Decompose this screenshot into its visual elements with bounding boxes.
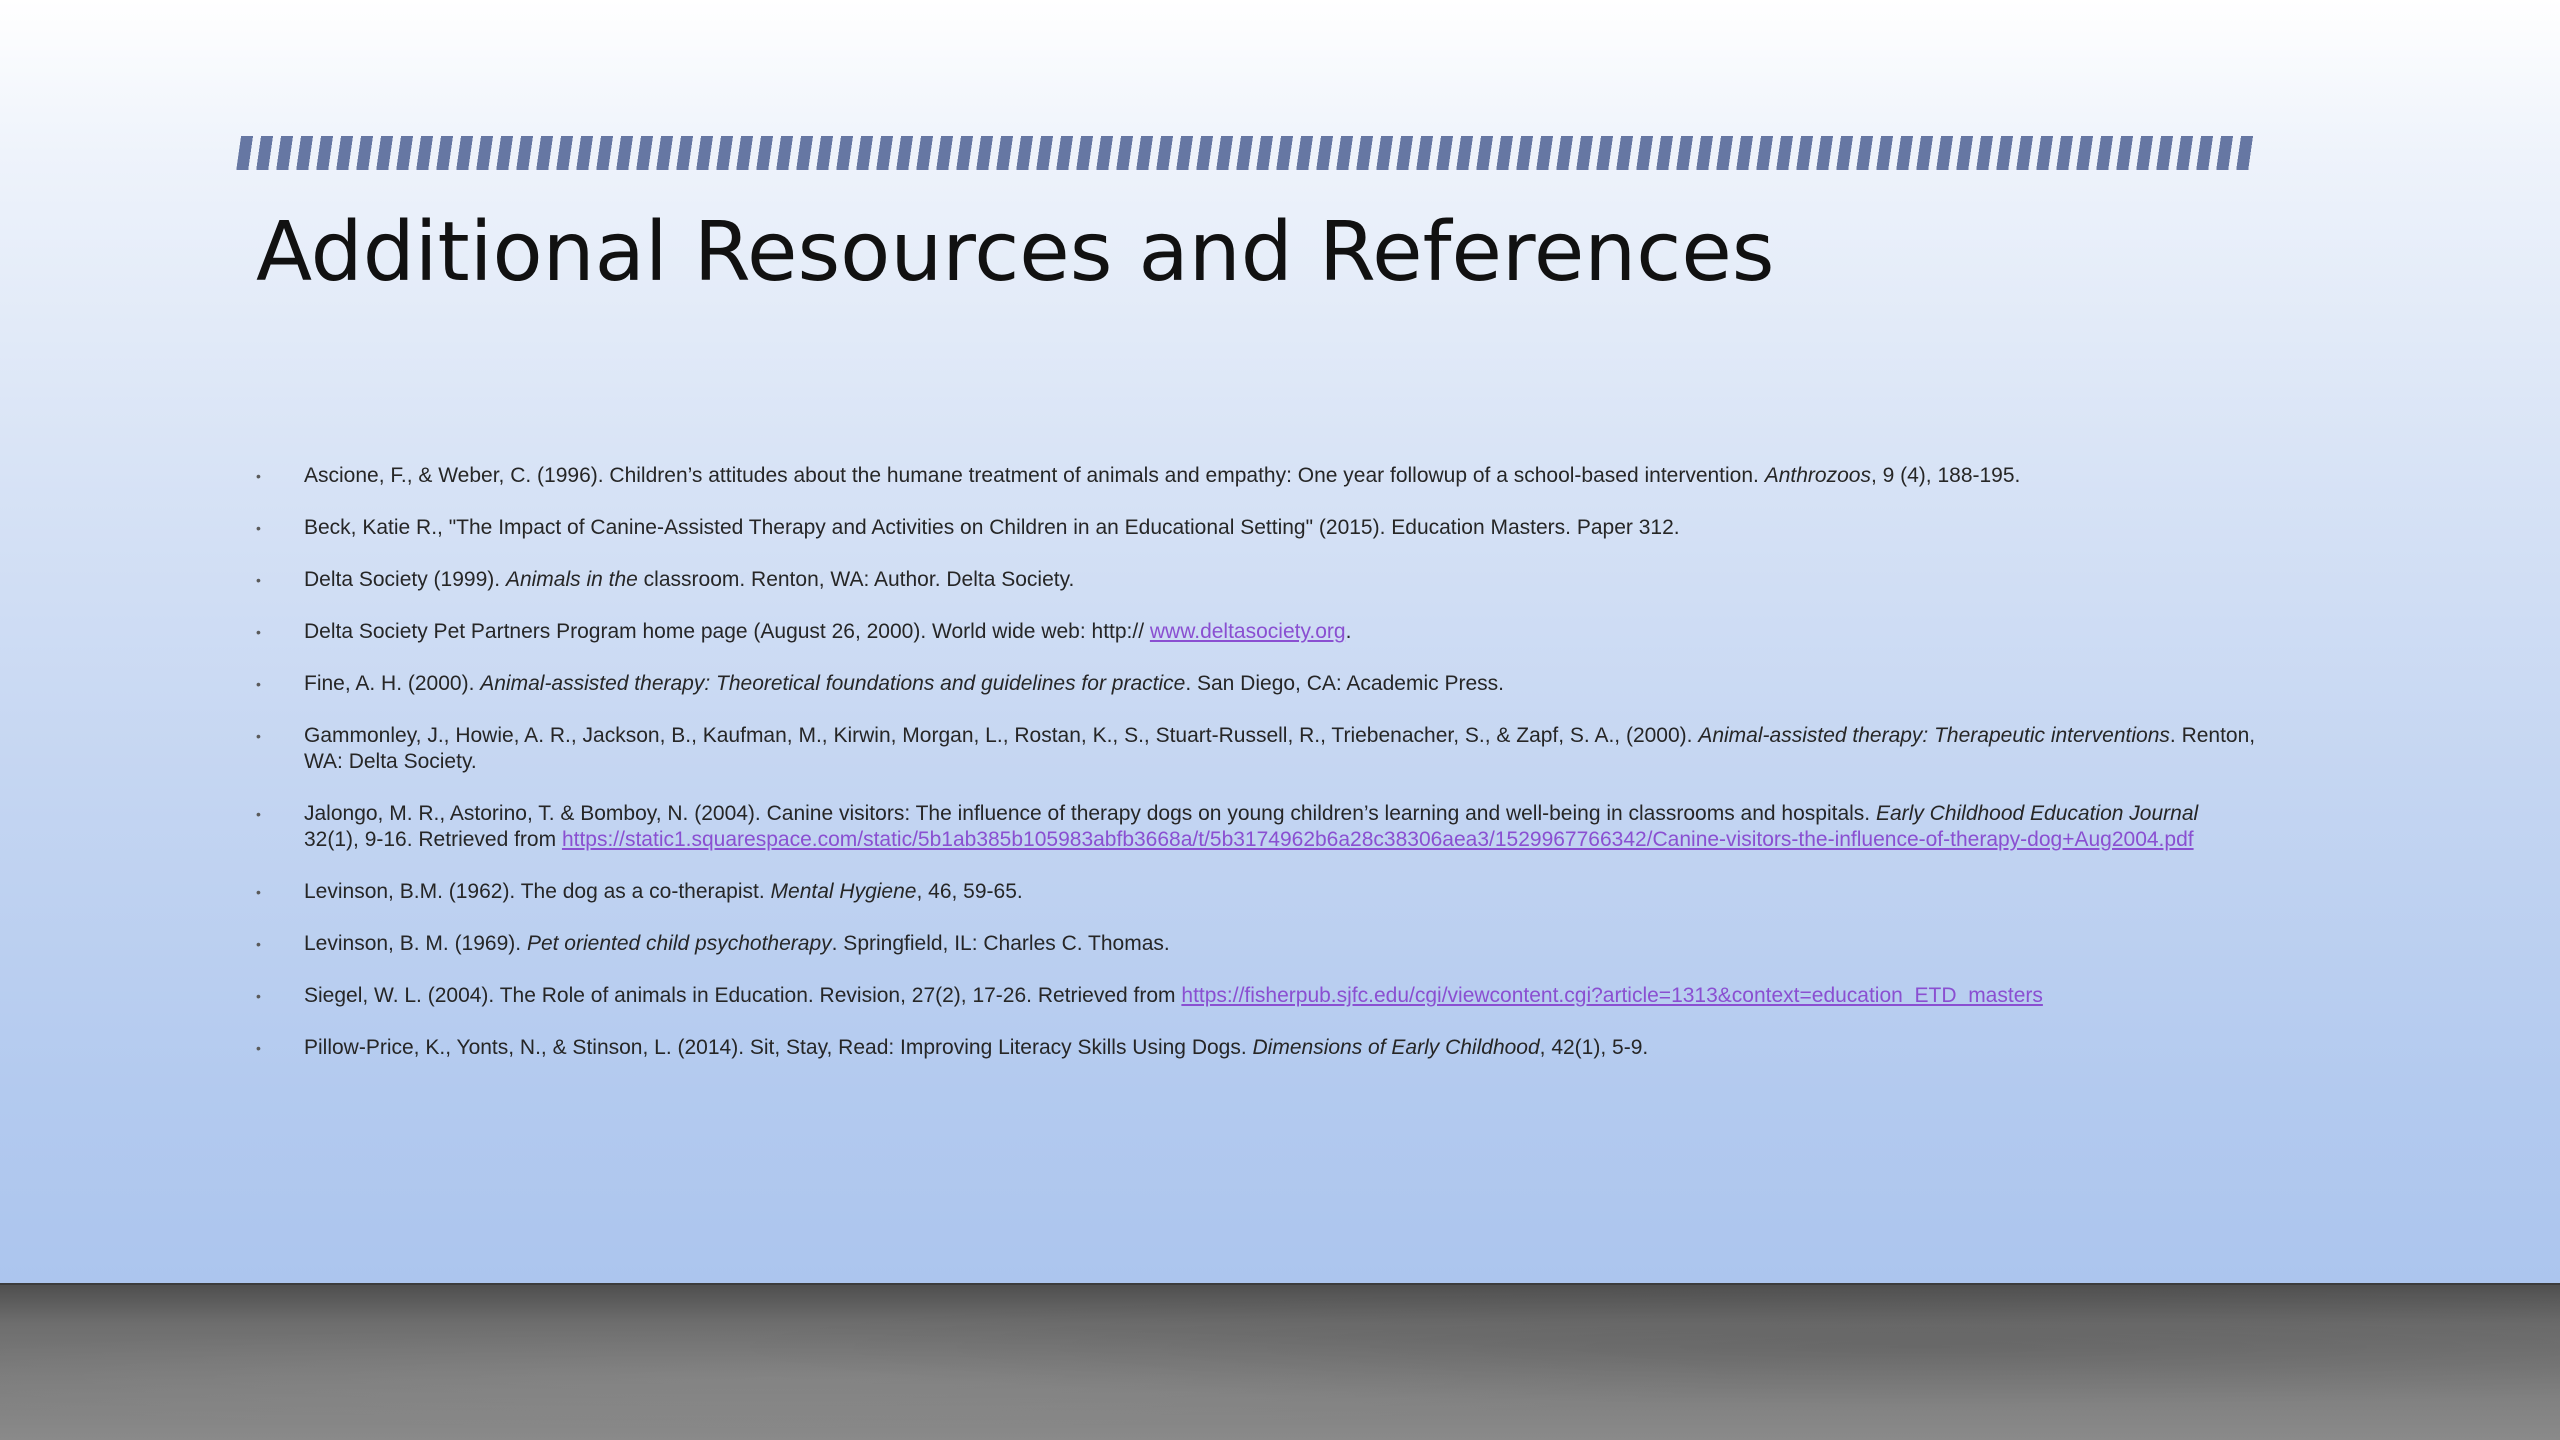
reference-text: Levinson, B. M. (1969). — [304, 932, 527, 955]
floor-background — [0, 1285, 2560, 1440]
bullet-icon: • — [256, 1040, 261, 1056]
reference-item-levinson-1962 — [256, 879, 2256, 905]
reference-text: . Springfield, IL: Charles C. Thomas. — [831, 932, 1170, 955]
reference-text: Siegel, W. L. (2004). The Role of animals in Education. Revision, 27(2), 17-26. Retrieved from — [304, 984, 1182, 1007]
bullet-icon: • — [256, 572, 261, 588]
reference-text: classroom. Renton, WA: Author. Delta Society. — [637, 568, 1075, 591]
reference-list — [256, 463, 2256, 1087]
bullet-icon: • — [256, 728, 261, 744]
reference-text: . San Diego, CA: Academic Press. — [1185, 672, 1504, 695]
reference-italic: Animal-assisted therapy: Therapeutic interventions — [1698, 724, 2170, 747]
reference-item-siegel — [256, 983, 2256, 1009]
deltasociety-link[interactable]: www.deltasociety.org — [1149, 620, 1346, 643]
reference-item-levinson-1969 — [256, 931, 2256, 957]
decorative-stripe-bar — [236, 136, 2255, 170]
fisherpub-link[interactable]: https://fisherpub.sjfc.edu/cgi/viewcontent.cgi?article=1313&context=education_ETD_masters — [1181, 984, 2043, 1007]
reference-item-fine — [256, 671, 2256, 697]
reference-text: Beck, Katie R., "The Impact of Canine-Assisted Therapy and Activities on Children in an Educational Setting" (2015). Education Masters. Paper 312. — [304, 516, 1680, 539]
reference-text: , 46, 59-65. — [916, 880, 1023, 903]
reference-italic: Animals in the — [505, 568, 638, 591]
bullet-icon: • — [256, 624, 261, 640]
bullet-icon: • — [256, 936, 261, 952]
bullet-icon: • — [256, 520, 261, 536]
reference-italic: Dimensions of Early Childhood — [1252, 1036, 1540, 1059]
reference-item-ascione — [256, 463, 2256, 489]
reference-text: Fine, A. H. (2000). — [304, 672, 481, 695]
reference-item-beck — [256, 515, 2256, 541]
reference-text: Pillow-Price, K., Yonts, N., & Stinson, L. (2014). Sit, Stay, Read: Improving Literacy Skills Using Dogs. — [304, 1036, 1253, 1059]
bullet-icon: • — [256, 676, 261, 692]
squarespace-pdf-link[interactable]: https://static1.squarespace.com/static/5b1ab385b105983abfb3668a/t/5b3174962b6a28c38306aea3/1529967766342/Canine-visitors-the-influence-of-therapy-dog+Aug2004.pdf — [561, 828, 2194, 851]
reference-italic: Animal-assisted therapy: Theoretical foundations and guidelines for practice — [480, 672, 1186, 695]
bullet-icon: • — [256, 806, 261, 822]
reference-text: . — [1345, 620, 1352, 643]
reference-item-pillow-price — [256, 1035, 2256, 1061]
reference-text: Delta Society (1999). — [304, 568, 506, 591]
reference-italic: Early Childhood Education Journal — [1875, 802, 2199, 825]
reference-item-delta-society-web — [256, 619, 2256, 645]
reference-item-jalongo — [256, 801, 2256, 853]
reference-text: Ascione, F., & Weber, C. (1996). Children’s attitudes about the humane treatment of animals and empathy: One year followup of a school-based intervention. — [304, 464, 1765, 487]
reference-text: , 9 (4), 188-195. — [1870, 464, 2021, 487]
reference-text: . Renton, WA: Delta Society. — [304, 724, 2256, 773]
reference-text: Delta Society Pet Partners Program home page (August 26, 2000). World wide web: http:// — [304, 620, 1150, 643]
reference-italic: Mental Hygiene — [770, 880, 917, 903]
reference-text: Jalongo, M. R., Astorino, T. & Bomboy, N. (2004). Canine visitors: The influence of therapy dogs on young children’s learning and well-being in classrooms and hospitals. — [304, 802, 1876, 825]
reference-text: 32(1), 9-16. Retrieved from — [304, 828, 562, 851]
reference-italic: Anthrozoos — [1764, 464, 1871, 487]
reference-text: Levinson, B.M. (1962). The dog as a co-therapist. — [304, 880, 771, 903]
slide-title: Additional Resources and References — [256, 205, 1775, 300]
bullet-icon: • — [256, 468, 261, 484]
bullet-icon: • — [256, 884, 261, 900]
reference-text: , 42(1), 5-9. — [1539, 1036, 1649, 1059]
reference-italic: Pet oriented child psychotherapy — [526, 932, 832, 955]
bullet-icon: • — [256, 988, 261, 1004]
reference-item-delta-society-1999 — [256, 567, 2256, 593]
reference-item-gammonley — [256, 723, 2256, 775]
reference-text: Gammonley, J., Howie, A. R., Jackson, B., Kaufman, M., Kirwin, Morgan, L., Rostan, K., S., Stuart-Russell, R., Triebenacher, S., & Zapf, S. A., (2000). — [304, 724, 1699, 747]
